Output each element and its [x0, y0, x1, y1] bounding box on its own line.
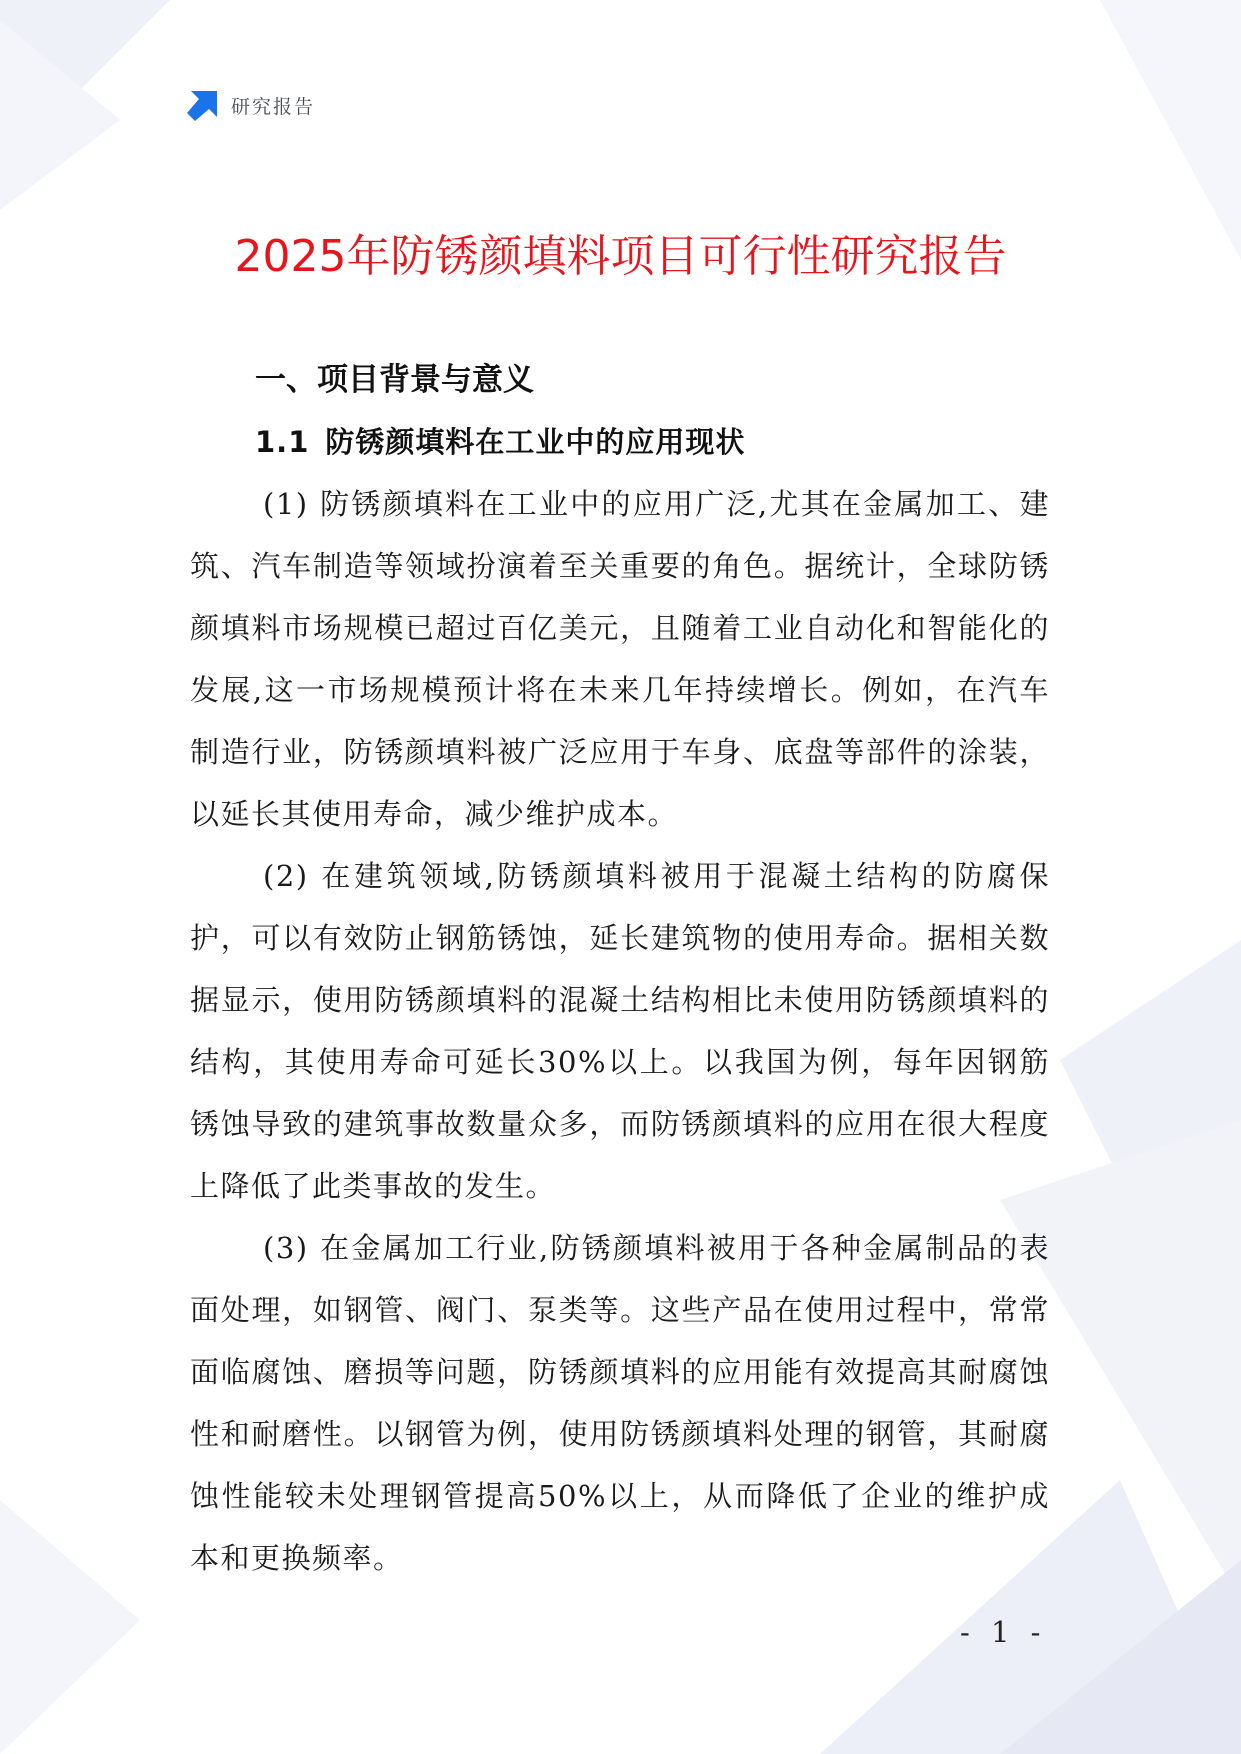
- subsection-heading: [255, 420, 745, 461]
- header-label: 研究报告: [231, 95, 316, 118]
- paragraph-3: (3) 在金属加工行业,防锈颜填料被用于各种金属制品的表面处理，如钢管、阀门、泵类等。这些产品在使用过程中，常常面临腐蚀、磨损等问题，防锈颜填料的应用能有效提高其耐腐蚀性和耐磨性。以钢管为例，使用防锈颜填料处理的钢管，其耐腐蚀性能较未处理钢管提高50%以上，从而降低了企业的维护成本和更换频率。: [190, 1231, 1050, 1575]
- subsection-title: 防锈颜填料在工业中的应用现状: [325, 425, 746, 459]
- subsection-number: 1.1: [255, 425, 310, 459]
- section-heading: 一、项目背景与意义: [255, 362, 534, 398]
- paragraph-2: (2) 在建筑领域,防锈颜填料被用于混凝土结构的防腐保护，可以有效防止钢筋锈蚀，延长建筑物的使用寿命。据相关数据显示，使用防锈颜填料的混凝土结构相比未使用防锈颜填料的结构，其使用寿命可延长30%以上。以我国为例，每年因钢筋锈蚀导致的建筑事故数量众多，而防锈颜填料的应用在很大程度上降低了此类事故的发生。: [190, 859, 1050, 1203]
- paragraph-1: (1) 防锈颜填料在工业中的应用广泛,尤其在金属加工、建筑、汽车制造等领域扮演着至关重要的角色。据统计，全球防锈颜填料市场规模已超过百亿美元，且随着工业自动化和智能化的发展,这一市场规模预计将在未来几年持续增长。例如，在汽车制造行业，防锈颜填料被广泛应用于车身、底盘等部件的涂装，以延长其使用寿命，减少维护成本。: [190, 487, 1050, 831]
- report-header: [187, 88, 315, 122]
- page-number: - 1 -: [960, 1615, 1047, 1649]
- body-content: [190, 473, 1050, 1589]
- arrow-logo-icon: [187, 89, 219, 121]
- document-title: 2025年防锈颜填料项目可行性研究报告: [234, 231, 1007, 282]
